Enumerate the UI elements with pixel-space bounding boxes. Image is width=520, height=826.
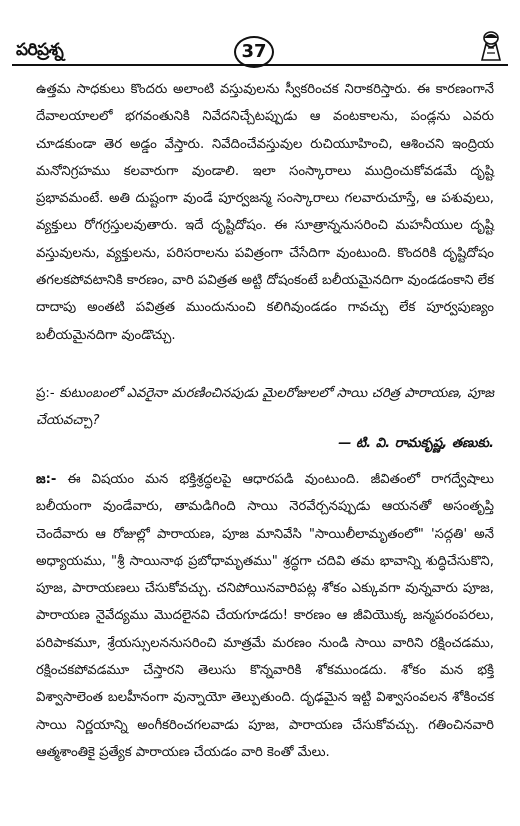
question-attribution: — టి. వి. రామకృష్ణ, తణుకు. xyxy=(338,436,494,451)
question-text: కుటుంబంలో ఎవరైనా మరణించినపుడు మైలరోజులలో సాయి చరిత్ర పారాయణ, పూజ చేయవచ్చా? xyxy=(36,386,494,429)
answer-line xyxy=(36,466,494,766)
running-head: పరిప్రశ్న xyxy=(16,40,64,60)
body-paragraph xyxy=(36,76,494,349)
page-header xyxy=(12,40,508,70)
answer-block xyxy=(36,466,494,766)
body-text: ఉత్తమ సాధకులు కొందరు అలాంటి వస్తువులను స్వీకరించక నిరాకరిస్తారు. ఈ కారణంగానే దేవాలయాలలో భగవంతునికి నివేదనిచ్చేటప్పుడు ఆ వంటకాలను, పండ్లను ఎవరు చూడకుండా తెర అడ్డం వేస్తారు. నివేదించేవస్తువుల రుచియూహించి, ఆశించని ఇంద్రియ మనోనిగ్రహము కలవారుగా వుండాలి. ఇలా సంస్కారాలు ముద్రించుకోవడమే దృష్టి ప్రభావమంటే. అతి దుష్టంగా వుండే పూర్వజన్మ సంస్కారాలు గలవారుచూస్తే, ఆ పశువులు, వ్యక్తులు రోగగ్రస్తులవుతారు. ఇదే దృష్టిదోషం. ఈ సూత్రాన్ననుసరించి మహనీయుల దృష్టి వస్తువులను, వ్యక్తులను, పరిసరాలను పవిత్రంగా చేసేదిగా వుంటుంది. కొందరికి దృష్టిదోషం తగలకపోవటానికి కారణం, వారి పవిత్రత అట్టి దోషంకంటే బలీయమైనదిగా వుండడంకాని లేక దాదాపు అంతటి పవిత్రత ముందునుంచి కలిగివుండడం గావచ్చు లేక పూర్వపుణ్యం బలీయమైనదిగా వుండొచ్చు. xyxy=(36,82,494,343)
page-number: 37 xyxy=(234,36,274,68)
question-block xyxy=(36,380,494,435)
answer-prefix: జ:- xyxy=(36,472,57,487)
sai-baba-sketch-icon xyxy=(474,28,508,62)
header-rule xyxy=(12,64,508,66)
question-line xyxy=(36,380,494,435)
answer-text: ఈ విషయం మన భక్తిశ్రద్ధలపై ఆధారపడి వుంటుంది. జీవితంలో రాగద్వేషాలు బలీయంగా వుండేవారు, తామడిగింది సాయి నెరవేర్చనప్పుడు ఆయనతో అసంతృప్తి చెందేవారు ఆ రోజుల్లో పారాయణ, పూజ మానివేసి "సాయిలీలామృతంలో" 'సద్గతి' అనే అధ్యాయము, "శ్రీ సాయినాథ ప్రబోధామృతము" శ్రద్ధగా చదివి తమ భావాన్ని శుద్ధిచేసుకొని, పూజ, పారాయణలు చేసుకోవచ్చు. చనిపోయినవారిపట్ల శోకం ఎక్కువగా వున్నవారు పూజ, పారాయణ నైవేద్యము మొదలైనవి చేయగూడదు! కారణం ఆ జీవియొక్క జన్మపరంపరలు, పరిపాకమూ, శ్రేయస్సులననుసరించి మాత్రమే మరణం నుండి సాయి వారిని రక్షించడము, రక్షించకపోవడమూ చేస్తారని తెలుసు కొన్నవారికి శోకముండదు. శోకం మన భక్తి విశ్వాసాలెంత బలహీనంగా వున్నాయో తెల్పుతుంది. దృఢమైన ఇట్టి విశ్వాసంవలన శోకించక సాయి నిర్ణయాన్ని అంగీకరించగలవాడు పూజ, పారాయణ చేసుకోవచ్చు. గతించినవారి ఆత్మశాంతికై ప్రత్యేక పారాయణ చేయడం వారి కెంతో మేలు. xyxy=(36,472,494,760)
question-prefix: ప్ర:- xyxy=(36,386,55,401)
